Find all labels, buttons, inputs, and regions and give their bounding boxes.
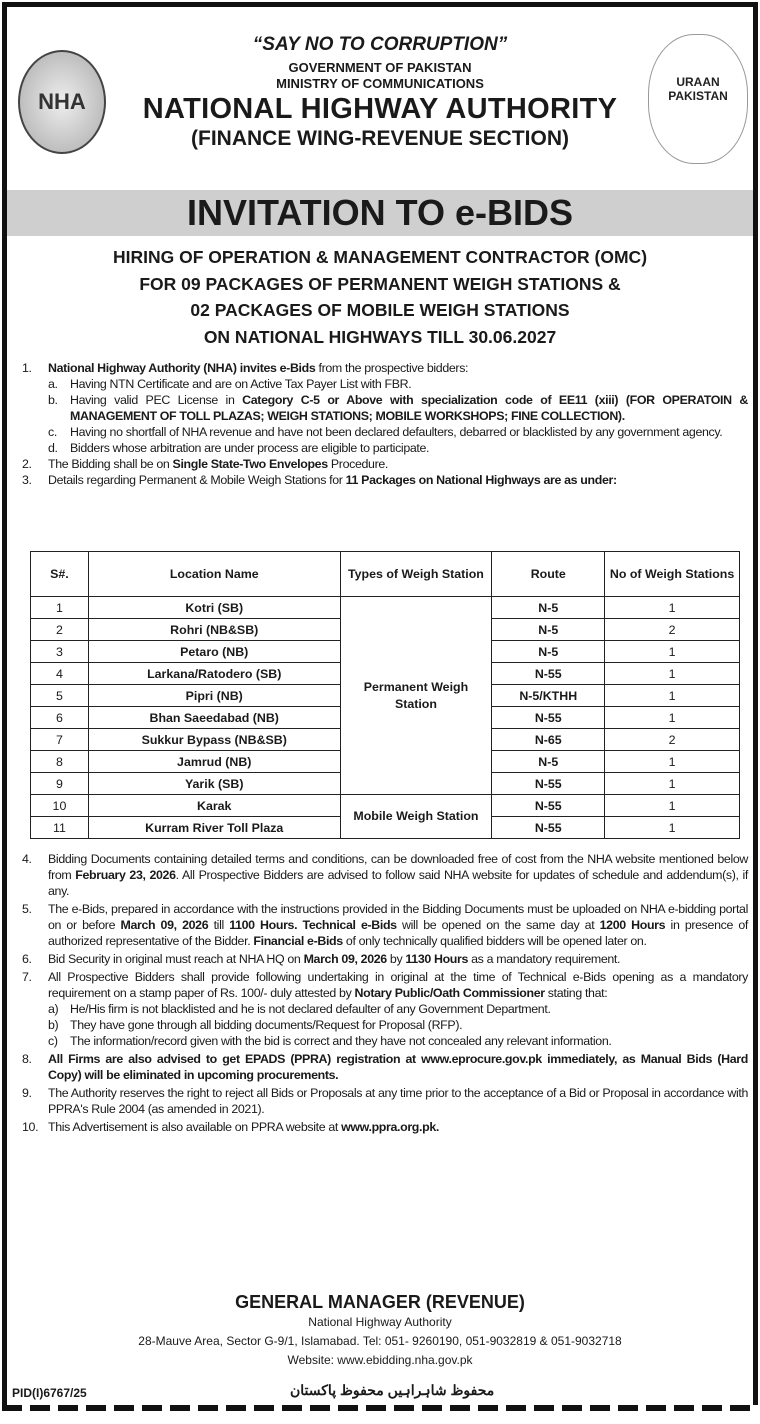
item-number: 8. bbox=[22, 1052, 32, 1066]
item-text bbox=[48, 472, 748, 488]
text-segment: National Highway Authority (NHA) invites e-Bids bbox=[48, 361, 316, 375]
location-cell: Petaro (NB) bbox=[88, 641, 340, 663]
item-text bbox=[48, 901, 748, 949]
location-cell: Sukkur Bypass (NB&SB) bbox=[88, 729, 340, 751]
subtitle-line: HIRING OF OPERATION & MANAGEMENT CONTRACTOR (OMC) bbox=[112, 247, 648, 267]
route-cell: N-5 bbox=[492, 751, 605, 773]
ad-title: INVITATION TO e-BIDS bbox=[7, 190, 753, 236]
route-cell: N-55 bbox=[492, 817, 605, 839]
item-number: c) bbox=[48, 1034, 58, 1048]
text-segment: The e-Bids, prepared in accordance with the instructions provided in the Bidding Documents must be uploaded on NHA e-bidding portal on or before bbox=[48, 902, 748, 932]
item-text bbox=[48, 1051, 748, 1083]
subtitle-line: FOR 09 PACKAGES OF PERMANENT WEIGH STATIONS & bbox=[139, 273, 621, 294]
text-segment: Category C-5 or Above with specialization code of EE11 (xiii) (FOR OPERATOIN & MANAGEMENT OF TOLL PLAZAS; WEIGH STATIONS; MOBILE WORKSHOPS; FINE COLLECTION). bbox=[70, 393, 749, 423]
item-number: 2. bbox=[22, 457, 32, 471]
weigh-stations-table bbox=[30, 551, 740, 839]
text-segment: They have gone through all bidding documents/Request for Proposal (RFP). bbox=[70, 1018, 463, 1032]
route-cell: N-55 bbox=[492, 663, 605, 685]
wing-name: (FINANCE WING-REVENUE SECTION) bbox=[191, 127, 569, 150]
urdu-slogan: محفوظ شاہراہیں محفوظ پاکستان bbox=[290, 1382, 495, 1398]
signatory-org: National Highway Authority bbox=[308, 1315, 452, 1329]
list-item bbox=[22, 1085, 748, 1117]
serial-cell: 2 bbox=[31, 619, 89, 641]
list-item bbox=[22, 472, 748, 488]
item-number: 10. bbox=[22, 1120, 39, 1134]
item-text bbox=[70, 1033, 748, 1049]
dashed-cut-line bbox=[2, 1405, 758, 1411]
route-cell: N-55 bbox=[492, 795, 605, 817]
route-cell: N-5 bbox=[492, 641, 605, 663]
serial-cell: 7 bbox=[31, 729, 89, 751]
item-text bbox=[70, 1017, 748, 1033]
government-line: GOVERNMENT OF PAKISTAN bbox=[288, 60, 472, 75]
serial-cell: 9 bbox=[31, 773, 89, 795]
item-number: a. bbox=[48, 377, 58, 391]
list-item bbox=[22, 456, 748, 472]
intro-list bbox=[22, 360, 748, 488]
list-item bbox=[22, 376, 748, 392]
item-text bbox=[48, 456, 748, 472]
serial-cell: 4 bbox=[31, 663, 89, 685]
slogan: “SAY NO TO CORRUPTION” bbox=[252, 34, 508, 55]
text-segment: 1130 Hours bbox=[405, 952, 469, 966]
text-segment: All Firms are also advised to get EPADS (PPRA) registration at www.eprocure.gov.pk immediately, as Manual Bids (Hard Copy) will be eliminated in upcoming procurements. bbox=[48, 1052, 748, 1082]
column-header: Types of Weigh Station bbox=[340, 552, 492, 597]
list-item bbox=[22, 1017, 748, 1033]
text-segment: www.ppra.org.pk. bbox=[341, 1120, 439, 1134]
text-segment: The Authority reserves the right to reject all Bids or Proposals at any time prior to the acceptance of a Bid or Proposal in accordance with PPRA's Rule 2004 (as amended in 2021). bbox=[48, 1086, 748, 1116]
route-cell: N-5/KTHH bbox=[492, 685, 605, 707]
uraan-logo-text: URAAN PAKISTAN bbox=[668, 75, 728, 103]
count-cell: 2 bbox=[605, 729, 740, 751]
count-cell: 1 bbox=[605, 795, 740, 817]
column-header: Route bbox=[492, 552, 605, 597]
table-row bbox=[31, 795, 740, 817]
list-item bbox=[22, 440, 748, 456]
item-text bbox=[48, 360, 748, 376]
item-text bbox=[48, 1119, 748, 1135]
location-cell: Pipri (NB) bbox=[88, 685, 340, 707]
list-item bbox=[22, 1033, 748, 1049]
item-number: 6. bbox=[22, 952, 32, 966]
type-cell-permanent: Permanent Weigh Station bbox=[340, 597, 492, 795]
text-segment: 1200 Hours bbox=[599, 918, 666, 932]
item-text bbox=[48, 969, 748, 1001]
text-segment: Bid Security in original must reach at NHA HQ on bbox=[48, 952, 304, 966]
item-text bbox=[48, 951, 748, 967]
item-text bbox=[70, 424, 748, 440]
serial-cell: 11 bbox=[31, 817, 89, 839]
text-segment: . All Prospective Bidders are advised to follow said NHA website for updates of schedule and addendum(s), if any. bbox=[48, 868, 748, 898]
route-cell: N-55 bbox=[492, 707, 605, 729]
serial-cell: 6 bbox=[31, 707, 89, 729]
text-segment: Notary Public/Oath Commissioner bbox=[354, 986, 545, 1000]
text-segment: as a mandatory requirement. bbox=[468, 952, 621, 966]
address: 28-Mauve Area, Sector G-9/1, Islamabad. Tel: 051- 9260190, 051-9032819 & 051-9032718 bbox=[138, 1334, 622, 1348]
subtitle-line: 02 PACKAGES OF MOBILE WEIGH STATIONS bbox=[190, 300, 570, 320]
text-segment: March 09, 2026 bbox=[120, 918, 209, 932]
list-item bbox=[22, 424, 748, 440]
location-cell: Kurram River Toll Plaza bbox=[88, 817, 340, 839]
text-segment: This Advertisement is also available on PPRA website at bbox=[48, 1120, 342, 1134]
text-segment: in presence of authorized representative of the Bidder. bbox=[48, 918, 748, 948]
list-item bbox=[22, 851, 748, 899]
pid-number: PID(I)6767/25 bbox=[12, 1386, 87, 1400]
text-segment: Details regarding Permanent & Mobile Weigh Stations for bbox=[48, 473, 346, 487]
signatory-title: GENERAL MANAGER (REVENUE) bbox=[235, 1292, 525, 1312]
terms-list bbox=[22, 851, 748, 1135]
count-cell: 1 bbox=[605, 817, 740, 839]
text-segment: February 23, 2026 bbox=[75, 868, 176, 882]
website: Website: www.ebidding.nha.gov.pk bbox=[287, 1353, 473, 1367]
item-number: 9. bbox=[22, 1086, 32, 1100]
location-cell: Larkana/Ratodero (SB) bbox=[88, 663, 340, 685]
location-cell: Bhan Saeedabad (NB) bbox=[88, 707, 340, 729]
route-cell: N-55 bbox=[492, 773, 605, 795]
item-text bbox=[70, 376, 748, 392]
route-cell: N-65 bbox=[492, 729, 605, 751]
route-cell: N-5 bbox=[492, 619, 605, 641]
type-cell-mobile: Mobile Weigh Station bbox=[340, 795, 492, 839]
text-segment: The Bidding shall be on bbox=[48, 457, 173, 471]
text-segment: Having valid PEC License in bbox=[70, 393, 243, 407]
text-segment: The information/record given with the bid is correct and they have not concealed any relevant information. bbox=[70, 1034, 612, 1048]
list-item bbox=[22, 1051, 748, 1083]
count-cell: 1 bbox=[605, 685, 740, 707]
text-segment: Having NTN Certificate and are on Active Tax Payer List with FBR. bbox=[70, 377, 412, 391]
subtitle-line: ON NATIONAL HIGHWAYS TILL 30.06.2027 bbox=[203, 326, 557, 347]
text-segment: March 09, 2026 bbox=[303, 952, 387, 966]
item-text bbox=[70, 1001, 748, 1017]
text-segment: He/His firm is not blacklisted and he is not declared defaulter of any Government Department. bbox=[70, 1002, 551, 1016]
item-text bbox=[70, 440, 748, 456]
item-text bbox=[48, 851, 748, 899]
text-segment: will be opened on the same day at bbox=[396, 918, 600, 932]
count-cell: 1 bbox=[605, 663, 740, 685]
list-item bbox=[22, 360, 748, 376]
location-cell: Rohri (NB&SB) bbox=[88, 619, 340, 641]
column-header: No of Weigh Stations bbox=[605, 552, 740, 597]
list-item bbox=[22, 392, 748, 424]
text-segment: by bbox=[386, 952, 406, 966]
location-cell: Yarik (SB) bbox=[88, 773, 340, 795]
serial-cell: 5 bbox=[31, 685, 89, 707]
location-cell: Jamrud (NB) bbox=[88, 751, 340, 773]
nha-logo-text: NHA bbox=[38, 89, 86, 114]
count-cell: 1 bbox=[605, 597, 740, 619]
serial-cell: 10 bbox=[31, 795, 89, 817]
text-segment: Bidders whose arbitration are under process are eligible to participate. bbox=[70, 441, 430, 455]
text-segment: All Prospective Bidders shall provide following undertaking in original at the time of Technical e-Bids opening as a mandatory requirement on a stamp paper of Rs. 100/- duly attested by bbox=[48, 970, 748, 1000]
count-cell: 1 bbox=[605, 707, 740, 729]
item-text bbox=[48, 1085, 748, 1117]
item-number: 5. bbox=[22, 902, 32, 916]
list-item bbox=[22, 969, 748, 1001]
list-item bbox=[22, 1119, 748, 1135]
subtitle bbox=[0, 244, 760, 350]
text-segment: stating that: bbox=[544, 986, 608, 1000]
serial-cell: 3 bbox=[31, 641, 89, 663]
ministry-line: MINISTRY OF COMMUNICATIONS bbox=[276, 76, 484, 91]
serial-cell: 8 bbox=[31, 751, 89, 773]
list-item bbox=[22, 951, 748, 967]
text-segment: Having no shortfall of NHA revenue and have not been declared defaulters, debarred or blacklisted by any government agency. bbox=[70, 425, 723, 439]
location-cell: Kotri (SB) bbox=[88, 597, 340, 619]
text-segment: Procedure. bbox=[327, 457, 388, 471]
serial-cell: 1 bbox=[31, 597, 89, 619]
item-number: 3. bbox=[22, 473, 32, 487]
count-cell: 1 bbox=[605, 751, 740, 773]
list-item bbox=[22, 1001, 748, 1017]
list-item bbox=[22, 901, 748, 949]
count-cell: 1 bbox=[605, 773, 740, 795]
text-segment: 1100 Hours. Technical e-Bids bbox=[229, 918, 397, 932]
text-segment: Bidding Documents containing detailed terms and conditions, can be downloaded free of cost from the NHA website mentioned below from bbox=[48, 852, 748, 882]
signature-block bbox=[0, 1292, 760, 1370]
item-text bbox=[70, 392, 748, 424]
text-segment: of only technically qualified bidders will be opened later on. bbox=[342, 934, 647, 948]
item-number: 7. bbox=[22, 970, 32, 984]
item-number: 4. bbox=[22, 852, 32, 866]
item-number: 1. bbox=[22, 361, 32, 375]
organization-name: NATIONAL HIGHWAY AUTHORITY bbox=[142, 93, 618, 125]
column-header: Location Name bbox=[88, 552, 340, 597]
item-number: d. bbox=[48, 441, 58, 455]
item-number: b. bbox=[48, 393, 58, 407]
header bbox=[0, 10, 760, 152]
text-segment: Financial e-Bids bbox=[253, 934, 343, 948]
item-number: c. bbox=[48, 425, 57, 439]
route-cell: N-5 bbox=[492, 597, 605, 619]
text-segment: 11 Packages on National Highways are as under: bbox=[345, 473, 617, 487]
text-segment: till bbox=[208, 918, 230, 932]
column-header: S#. bbox=[31, 552, 89, 597]
text-segment: from the prospective bidders: bbox=[315, 361, 469, 375]
item-number: a) bbox=[48, 1002, 59, 1016]
text-segment: Single State-Two Envelopes bbox=[172, 457, 328, 471]
location-cell: Karak bbox=[88, 795, 340, 817]
count-cell: 1 bbox=[605, 641, 740, 663]
table-row bbox=[31, 597, 740, 619]
count-cell: 2 bbox=[605, 619, 740, 641]
item-number: b) bbox=[48, 1018, 59, 1032]
